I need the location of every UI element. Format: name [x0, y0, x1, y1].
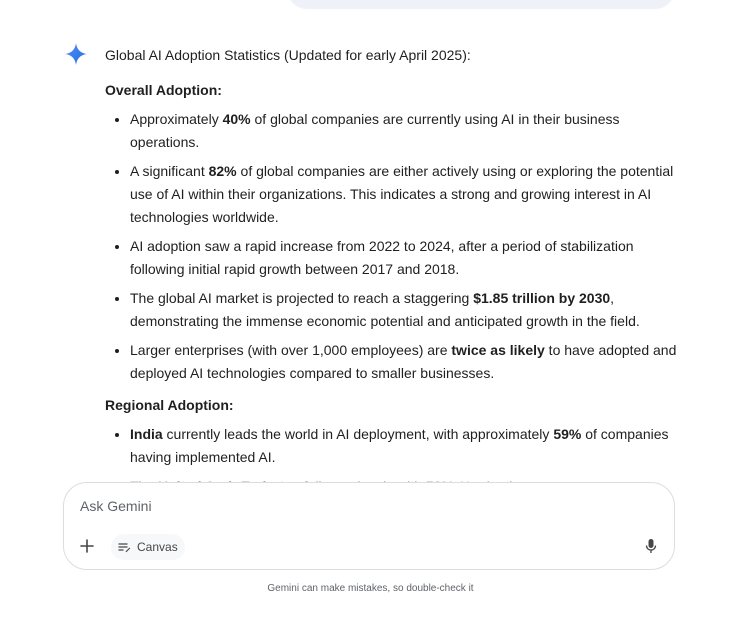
canvas-button[interactable]	[111, 534, 185, 560]
section-heading-regional: Regional Adoption:	[105, 397, 234, 413]
item-text: currently leads the world in AI deployment, with approximately	[162, 426, 554, 442]
list-item	[130, 339, 685, 385]
user-message-bubble	[287, 0, 675, 9]
emphasis-text: 40%	[222, 111, 251, 127]
assistant-response	[105, 44, 685, 504]
list-item	[130, 160, 685, 229]
microphone-icon	[645, 538, 657, 554]
emphasis-text: twice as likely	[451, 342, 545, 358]
item-text: , demonstrating the immense economic potential and anticipated growth in the field.	[130, 290, 640, 329]
item-text: of global companies are either actively using or exploring the potential use of AI within their organizations. This indicates a strong and growing interest in AI technologies worldwide.	[130, 163, 674, 225]
list-item	[130, 287, 685, 333]
item-text: Larger enterprises (with over 1,000 employees) are	[130, 342, 452, 358]
list-item	[130, 108, 685, 154]
prompt-composer[interactable]	[63, 482, 675, 570]
response-intro: Global AI Adoption Statistics (Updated for early April 2025):	[105, 47, 471, 63]
gemini-spark-icon	[64, 42, 88, 66]
item-text: Approximately	[130, 111, 223, 127]
add-attachment-button[interactable]	[74, 533, 100, 559]
emphasis-text: 59%	[553, 426, 582, 442]
overall-adoption-list	[105, 108, 685, 385]
item-text: to have adopted and deployed AI technologies compared to smaller businesses.	[130, 342, 677, 381]
list-item	[130, 235, 685, 281]
item-text: AI adoption saw a rapid increase from 2022 to 2024, after a period of stabilization following initial rapid growth between 2017 and 2018.	[130, 238, 634, 277]
list-item	[130, 423, 685, 469]
disclaimer-text: Gemini can make mistakes, so double-check it	[267, 583, 474, 594]
item-text: of global companies are currently using AI in their business operations.	[130, 111, 620, 150]
plus-icon	[80, 539, 94, 553]
section-heading-overall: Overall Adoption:	[105, 82, 222, 98]
microphone-button[interactable]	[642, 535, 660, 557]
emphasis-text: India	[130, 426, 163, 442]
emphasis-text: $1.85 trillion by 2030	[473, 290, 611, 306]
canvas-button-label: Canvas	[137, 540, 178, 554]
item-text: A significant	[130, 163, 209, 179]
emphasis-text: 82%	[208, 163, 237, 179]
item-text: The global AI market is projected to reach a staggering	[130, 290, 474, 306]
prompt-input[interactable]: Ask Gemini	[80, 498, 152, 514]
canvas-icon	[118, 542, 131, 553]
item-text: of companies having implemented AI.	[130, 426, 669, 465]
